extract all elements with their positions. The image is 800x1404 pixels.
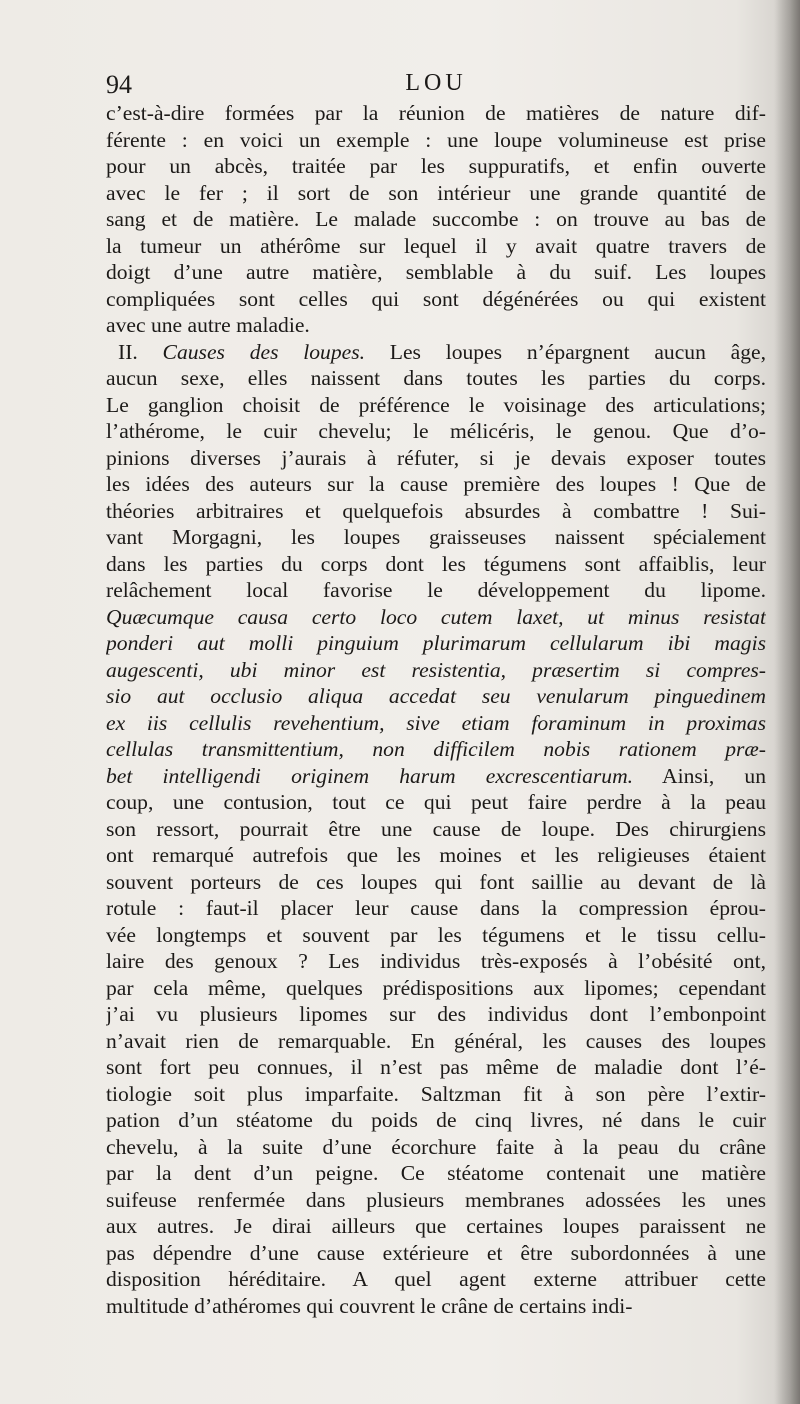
italic-segment: Causes des loupes. <box>162 339 366 364</box>
page-header <box>106 70 766 104</box>
text-line: aux autres. Je dirai ailleurs que certaines loupes paraissent ne <box>106 1214 766 1238</box>
text-line: la tumeur un athérôme sur lequel il y avait quatre travers de <box>106 233 766 258</box>
text-line: pour un abcès, traitée par les suppuratifs, et enfin ouverte <box>106 154 766 178</box>
page-number: 94 <box>106 70 132 99</box>
text-segment: Les loupes n’épargnent aucun âge, <box>365 339 766 364</box>
text-line: dans les parties du corps dont les tégumens sont affaiblis, leur <box>106 551 766 576</box>
text-line <box>106 763 766 790</box>
text-line: sio aut occlusio aliqua accedat seu venularum pinguedinem <box>106 684 766 708</box>
text-line: tiologie soit plus imparfaite. Saltzman fit à son père l’extir- <box>106 1081 766 1106</box>
text-line: aucun sexe, elles naissent dans toutes les parties du corps. <box>106 366 766 390</box>
text-segment: Ainsi, un <box>633 763 766 788</box>
text-line: relâchement local favorise le développement du lipome. <box>106 578 766 602</box>
text-line <box>106 339 766 366</box>
text-line: coup, une contusion, tout ce qui peut faire perdre à la peau <box>106 790 766 814</box>
running-head: LOU <box>405 70 467 96</box>
text-line: pinions diverses j’aurais à réfuter, si je devais exposer toutes <box>106 445 766 470</box>
text-line: ex iis cellulis revehentium, sive etiam foraminum in proximas <box>106 710 766 735</box>
text-line: avec le fer ; il sort de son intérieur une grande quantité de <box>106 180 766 205</box>
page-gutter-shadow <box>774 0 800 1404</box>
text-line: pation d’un stéatome du poids de cinq livres, né dans le cuir <box>106 1108 766 1132</box>
text-line: vant Morgagni, les loupes graisseuses naissent spécialement <box>106 525 766 549</box>
text-line: cellulas transmittentium, non difficilem nobis rationem præ- <box>106 737 766 761</box>
text-line: compliquées sont celles qui sont dégénérées ou qui existent <box>106 286 766 311</box>
text-line: suifeuse renfermée dans plusieurs membranes adossées les unes <box>106 1187 766 1212</box>
text-line: souvent porteurs de ces loupes qui font saillie au devant de là <box>106 869 766 894</box>
text-line: vée longtemps et souvent par les tégumens et le tissu cellu- <box>106 922 766 947</box>
text-line: sont fort peu connues, il n’est pas même de maladie dont l’é- <box>106 1055 766 1079</box>
text-line: Le ganglion choisit de préférence le voisinage des articulations; <box>106 392 766 417</box>
text-line: multitude d’athéromes qui couvrent le crâne de certains indi- <box>106 1293 633 1318</box>
text-segment: II. <box>118 339 163 364</box>
text-line: par cela même, quelques prédispositions aux lipomes; cependant <box>106 975 766 1000</box>
text-line: théories arbitraires et quelquefois absurdes à combattre ! Sui- <box>106 498 766 523</box>
text-line: augescenti, ubi minor est resistentia, præsertim si compres- <box>106 657 766 682</box>
text-line: par la dent d’un peigne. Ce stéatome contenait une matière <box>106 1161 766 1185</box>
text-line: ponderi aut molli pinguium plurimarum cellularum ibi magis <box>106 631 766 655</box>
text-line: disposition héréditaire. A quel agent externe attribuer cette <box>106 1267 766 1291</box>
text-line: l’athérome, le cuir chevelu; le mélicéris, le genou. Que d’o- <box>106 419 766 443</box>
text-line: ont remarqué autrefois que les moines et les religieuses étaient <box>106 843 766 867</box>
italic-segment: bet intelligendi originem harum excrescentiarum. <box>106 763 634 788</box>
text-line: c’est-à-dire formées par la réunion de matières de nature dif- <box>106 101 766 125</box>
text-line: doigt d’une autre matière, semblable à du suif. Les loupes <box>106 260 766 284</box>
text-line: sang et de matière. Le malade succombe : on trouve au bas de <box>106 207 766 231</box>
text-line: pas dépendre d’une cause extérieure et être subordonnées à une <box>106 1240 766 1265</box>
text-line: férente : en voici un exemple : une loupe volumineuse est prise <box>106 127 766 152</box>
text-line: laire des genoux ? Les individus très-exposés à l’obésité ont, <box>106 949 766 973</box>
text-line: avec une autre maladie. <box>106 313 310 337</box>
text-line: Quæcumque causa certo loco cutem laxet, ut minus resistat <box>106 604 766 629</box>
text-line: n’avait rien de remarquable. En général, les causes des loupes <box>106 1028 766 1053</box>
text-line: j’ai vu plusieurs lipomes sur des individus dont l’embonpoint <box>106 1002 766 1026</box>
text-line: chevelu, à la suite d’une écorchure faite à la peau du crâne <box>106 1134 766 1159</box>
text-line: rotule : faut-il placer leur cause dans la compression éprou- <box>106 896 766 920</box>
body-text <box>106 100 766 1319</box>
text-line: les idées des auteurs sur la cause première des loupes ! Que de <box>106 472 766 496</box>
text-line: son ressort, pourrait être une cause de loupe. Des chirurgiens <box>106 816 766 841</box>
